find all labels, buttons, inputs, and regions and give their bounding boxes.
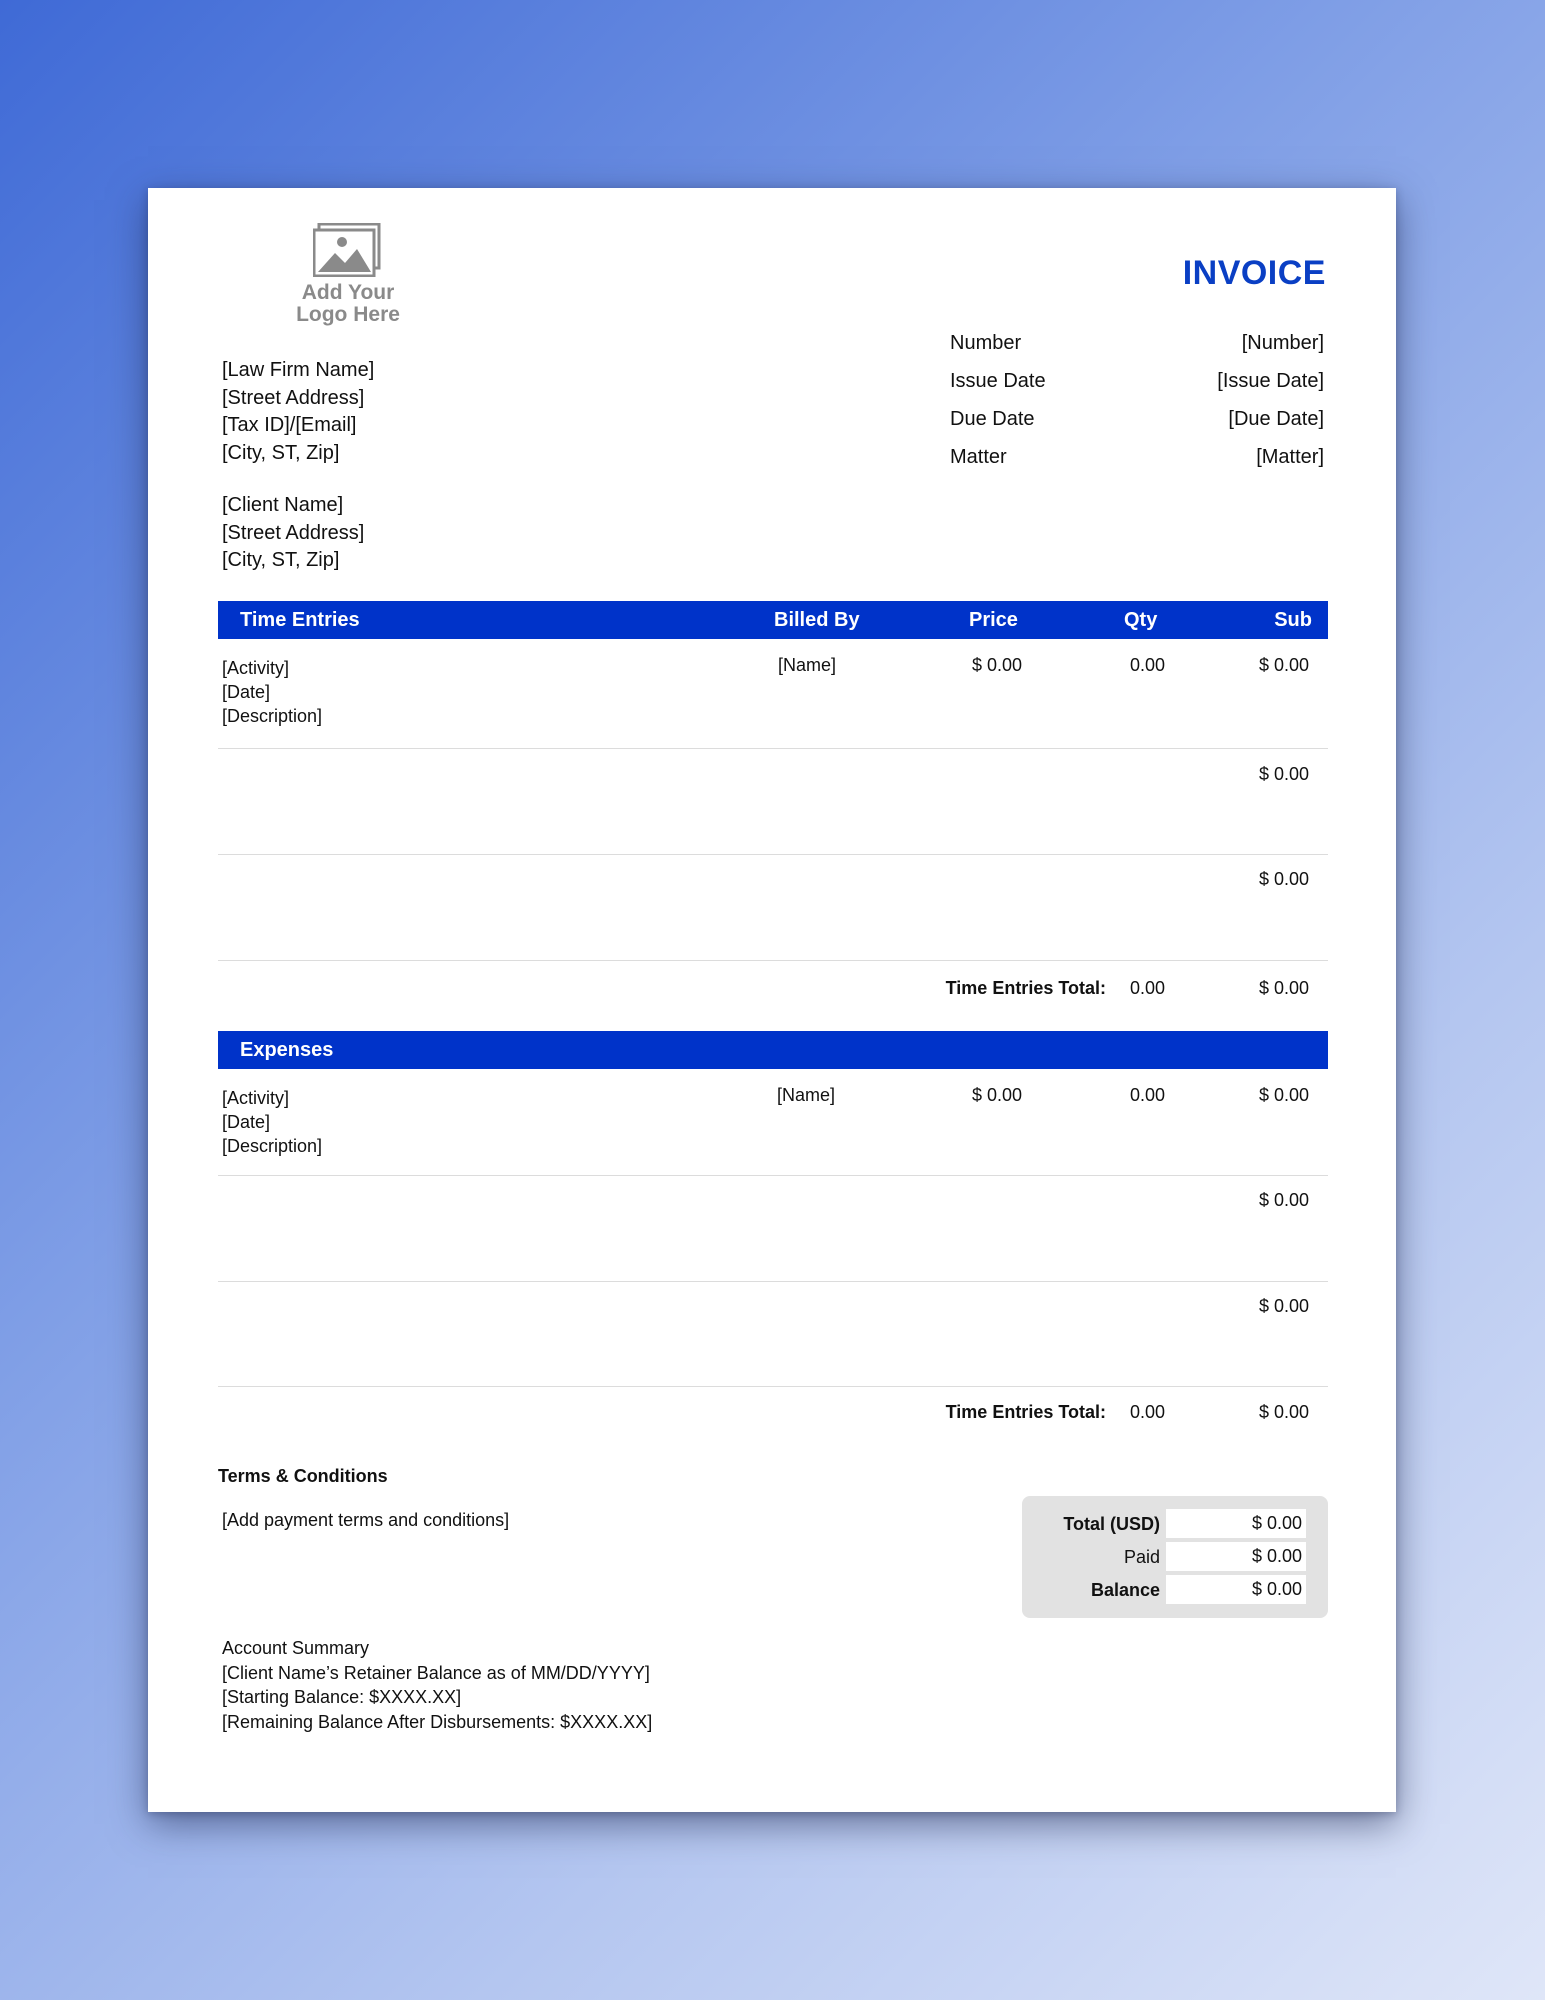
time-entries-header: [218, 601, 1328, 639]
terms-text[interactable]: [Add payment terms and conditions]: [222, 1510, 510, 1530]
expense-billed-by[interactable]: [Name]: [777, 1085, 836, 1105]
meta-value-number[interactable]: [Number]: [1241, 332, 1324, 354]
invoice-title: INVOICE: [1182, 254, 1326, 292]
account-summary: [222, 1636, 652, 1734]
logo-line-1: Add Your: [301, 281, 395, 304]
expense-date[interactable]: [Date]: [222, 1112, 271, 1132]
firm-name[interactable]: [Law Firm Name]: [222, 359, 375, 381]
meta-label: Matter: [950, 446, 1007, 468]
meta-value-issue-date[interactable]: [Issue Date]: [1217, 370, 1324, 392]
total-value: $ 0.00: [1166, 1509, 1306, 1538]
paid-value[interactable]: $ 0.00: [1166, 1542, 1306, 1571]
meta-label: Number: [950, 332, 1022, 354]
entry-sub: $ 0.00: [1258, 869, 1309, 889]
meta-row-issue-date: [950, 368, 1324, 406]
table-row: [222, 656, 322, 728]
row-divider: [218, 960, 1328, 961]
account-remaining-balance[interactable]: [Remaining Balance After Disbursements: $XXXX.XX]: [222, 1711, 653, 1732]
entry-activity[interactable]: [Activity]: [222, 658, 290, 678]
section-title-time-entries: Time Entries: [240, 609, 360, 631]
firm-tax-email[interactable]: [Tax ID]/[Email]: [222, 414, 357, 436]
paid-label: Paid: [1123, 1547, 1160, 1567]
expense-description[interactable]: [Description]: [222, 1136, 323, 1156]
totals-summary: [1022, 1496, 1328, 1618]
row-divider: [218, 1281, 1328, 1282]
expense-sub: $ 0.00: [1258, 1296, 1309, 1316]
meta-label: Due Date: [950, 408, 1035, 430]
account-retainer-line[interactable]: [Client Name’s Retainer Balance as of MM/DD/YYYY]: [222, 1662, 650, 1683]
meta-label: Issue Date: [950, 370, 1046, 392]
balance-value: $ 0.00: [1166, 1575, 1306, 1604]
column-sub: Sub: [1274, 609, 1312, 631]
invoice-meta: [950, 330, 1324, 482]
expenses-total-sub: $ 0.00: [1258, 1402, 1309, 1422]
firm-street[interactable]: [Street Address]: [222, 386, 365, 409]
expense-sub: $ 0.00: [1258, 1085, 1309, 1105]
time-entries-total-sub: $ 0.00: [1258, 978, 1309, 998]
expenses-total-label: Time Entries Total:: [945, 1402, 1106, 1422]
invoice-page: [148, 188, 1396, 1812]
expense-price[interactable]: $ 0.00: [972, 1085, 1023, 1105]
time-entries-total-label: Time Entries Total:: [945, 978, 1106, 998]
account-summary-heading: Account Summary: [222, 1638, 370, 1658]
entry-description[interactable]: [Description]: [222, 706, 323, 726]
row-divider: [218, 748, 1328, 749]
section-title-expenses: Expenses: [240, 1039, 334, 1061]
expense-sub: $ 0.00: [1258, 1190, 1309, 1210]
row-divider: [218, 854, 1328, 855]
client-name[interactable]: [Client Name]: [222, 494, 344, 516]
logo-placeholder-text[interactable]: [278, 282, 418, 326]
client-address-block: [222, 492, 364, 575]
expenses-header: [218, 1031, 1328, 1069]
terms-heading: Terms & Conditions: [218, 1466, 388, 1486]
entry-qty[interactable]: 0.00: [1130, 655, 1166, 675]
image-placeholder-icon: [313, 223, 381, 277]
balance-label: Balance: [1090, 1580, 1160, 1600]
client-city[interactable]: [City, ST, Zip]: [222, 549, 340, 571]
entry-billed-by[interactable]: [Name]: [778, 655, 837, 675]
meta-value-matter[interactable]: [Matter]: [1256, 446, 1324, 468]
logo-line-2: Logo Here: [296, 303, 400, 326]
firm-city[interactable]: [City, ST, Zip]: [222, 441, 340, 464]
column-billed-by: Billed By: [774, 609, 860, 631]
column-price: Price: [969, 609, 1018, 631]
expenses-total-qty: 0.00: [1130, 1402, 1166, 1422]
table-row: [222, 1086, 322, 1158]
expense-activity[interactable]: [Activity]: [222, 1088, 290, 1108]
entry-price[interactable]: $ 0.00: [972, 655, 1023, 675]
account-starting-balance[interactable]: [Starting Balance: $XXXX.XX]: [222, 1687, 462, 1707]
row-divider: [218, 1175, 1328, 1176]
entry-date[interactable]: [Date]: [222, 682, 271, 702]
meta-row-matter: [950, 444, 1324, 482]
row-divider: [218, 1386, 1328, 1387]
column-qty: Qty: [1124, 609, 1158, 631]
meta-value-due-date[interactable]: [Due Date]: [1228, 408, 1324, 430]
expense-qty[interactable]: 0.00: [1130, 1085, 1166, 1105]
entry-sub: $ 0.00: [1258, 764, 1309, 784]
meta-row-due-date: [950, 406, 1324, 444]
meta-row-number: [950, 330, 1324, 368]
total-label: Total (USD): [1063, 1514, 1160, 1534]
client-street[interactable]: [Street Address]: [222, 521, 365, 544]
time-entries-total-qty: 0.00: [1130, 978, 1166, 998]
firm-address-block: [222, 357, 374, 467]
entry-sub: $ 0.00: [1258, 655, 1309, 675]
